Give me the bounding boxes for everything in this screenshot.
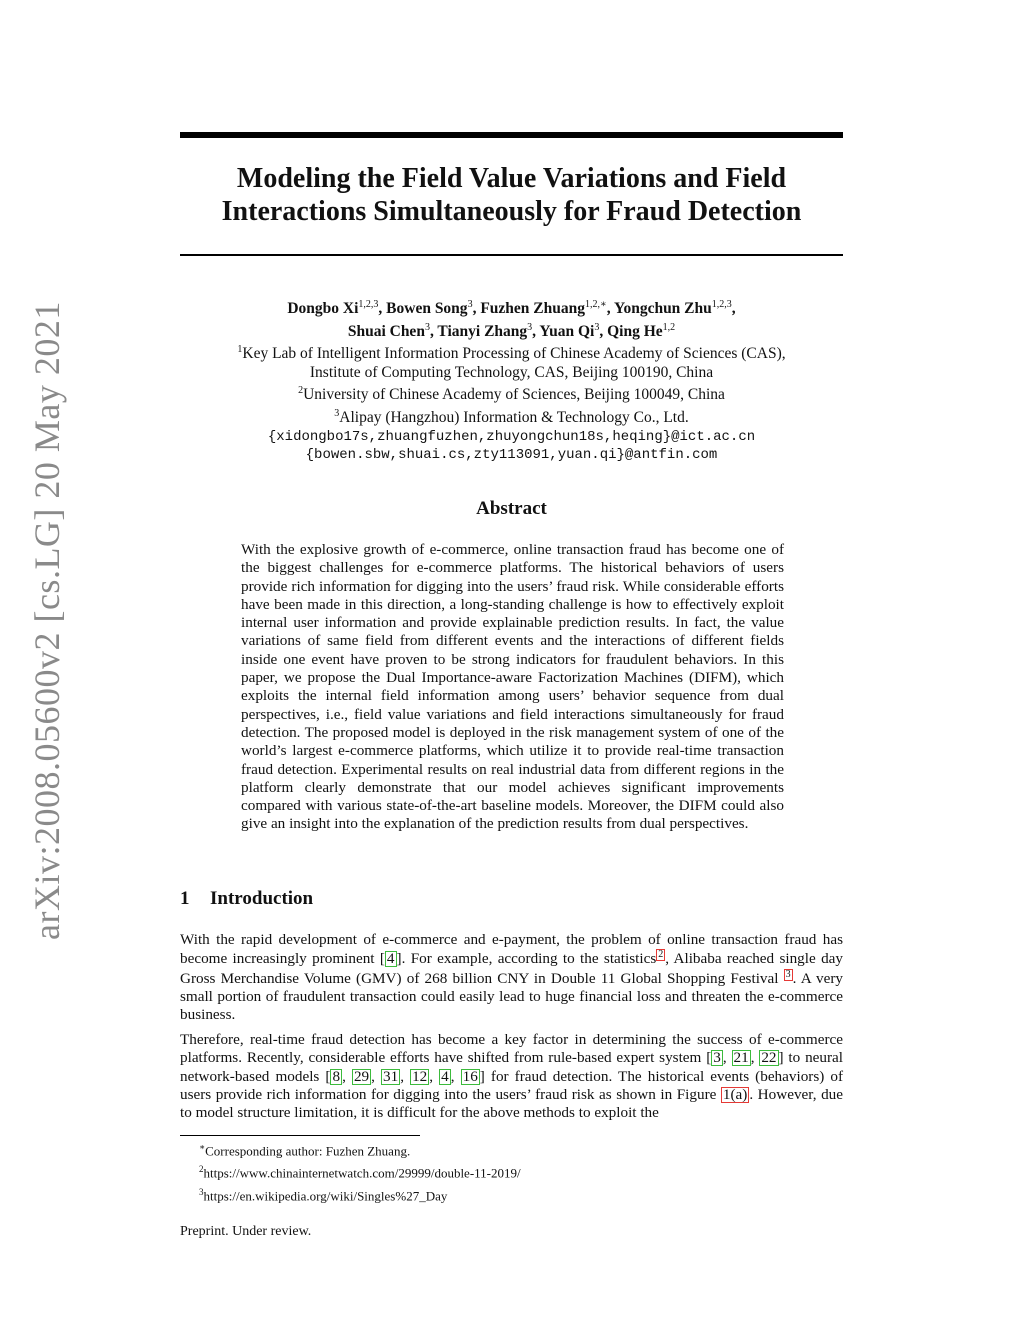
author-name: Tianyi Zhang bbox=[437, 322, 528, 340]
author-block bbox=[180, 296, 843, 465]
citation-link[interactable]: 22 bbox=[761, 1049, 777, 1067]
author-affiliation-mark: 1,2 bbox=[662, 321, 676, 333]
citation-link[interactable]: 29 bbox=[353, 1067, 370, 1085]
author-line-1: Dongbo Xi$^{1,2,3}$, Bowen Song$^3$, Fuzhen Zhuang$^{1,2,∗}$, Yongchun Zhu$^{1,2,3}$, bbox=[287, 299, 736, 318]
footnote-divider bbox=[180, 1135, 420, 1136]
footnote-corresponding-author: ∗Corresponding author: Fuzhen Zhuang. bbox=[199, 1142, 411, 1159]
email-line-1[interactable]: {xidongbo17s,zhuangfuzhen,zhuyongchun18s,heqing}@ict.ac.cn bbox=[267, 428, 756, 445]
citation-link[interactable]: 12 bbox=[412, 1067, 428, 1085]
author-name: Shuai Chen bbox=[347, 322, 425, 340]
author-name: Bowen Song bbox=[386, 300, 468, 318]
author-affiliation-mark: 1,2,∗ bbox=[584, 299, 607, 310]
figure-link[interactable]: 1(a) bbox=[722, 1085, 748, 1103]
author-name: Dongbo Xi bbox=[287, 300, 359, 318]
citation-link[interactable]: 4 bbox=[441, 1067, 449, 1085]
title-top-rule bbox=[180, 132, 843, 138]
author-affiliation-mark: 3 bbox=[594, 321, 600, 333]
affiliation-3: $^3$Alipay (Hangzhou) Information & Technology Co., Ltd. bbox=[334, 408, 689, 427]
citation-link[interactable]: 8 bbox=[332, 1067, 341, 1085]
affiliation-2: $^2$University of Chinese Academy of Sciences, Beijing 100049, China bbox=[298, 385, 725, 404]
author-affiliation-mark: 1,2,3 bbox=[711, 299, 732, 310]
affiliation-1-continued: Institute of Computing Technology, CAS, Beijing 100190, China bbox=[309, 363, 714, 381]
intro-paragraph-1: With the rapid development of e-commerce and e-payment, the problem of online transaction fraud has become increasingly prominent [ 4 ]. For example, according to the statistics 2 , Alibaba reached single day Gross Merchandise Volume (GMV) of 268 billion CNY in Double 11 Global Shopping Festival 3 . A very small portion of fraudulent transaction could easily lead to huge financial loss and threaten the e-commerce business. bbox=[180, 931, 843, 1024]
author-affiliation-mark: 1,2,3 bbox=[358, 299, 379, 310]
citation-link[interactable]: 21 bbox=[733, 1049, 749, 1067]
title-bottom-rule bbox=[180, 254, 843, 256]
footnote-url-3[interactable]: $^3$https://en.wikipedia.org/wiki/Singles%27_Day bbox=[199, 1186, 448, 1203]
section-title: Introduction bbox=[210, 888, 314, 909]
section-number: 1 bbox=[180, 888, 190, 909]
author-name: Yongchun Zhu bbox=[613, 300, 712, 318]
author-affiliation-mark: 3 bbox=[467, 299, 473, 310]
citation-link[interactable]: 3 bbox=[713, 1049, 721, 1067]
footnotes bbox=[180, 1138, 843, 1205]
author-name: Qing He bbox=[607, 322, 663, 340]
footnote-link[interactable]: 3 bbox=[785, 968, 791, 980]
citation-link[interactable]: 31 bbox=[383, 1067, 399, 1085]
email-line-2[interactable]: {bowen.sbw,shuai.cs,zty113091,yuan.qi}@antfin.com bbox=[305, 447, 718, 464]
author-affiliation-mark: 3 bbox=[424, 321, 430, 333]
title-line-1: Modeling the Field Value Variations and Field bbox=[236, 163, 787, 194]
author-affiliation-mark: 3 bbox=[527, 321, 533, 333]
intro-paragraph-2: Therefore, real-time fraud detection has become a key factor in determining the success of e-commerce platforms. Recently, considerable efforts have shifted from rule-based expert system [ 3 , 21 , 22 ] to neural network-based models [ 8 , 29 , 31 , 12 , 4 , 16 ] for fraud detection. The historical events (behaviors) of users provide rich information for digging into the users’ fraud risk as shown in Figure 1(a) . However, due to model structure limitation, it is difficult for the above methods to exploit the bbox=[180, 1031, 844, 1122]
citation-link[interactable]: 4 bbox=[386, 950, 395, 968]
footnote-url-2[interactable]: $^2$https://www.chinainternetwatch.com/29999/double-11-2019/ bbox=[199, 1164, 521, 1181]
paper-title bbox=[180, 162, 843, 228]
footnote-link[interactable]: 2 bbox=[658, 949, 664, 961]
preprint-notice: Preprint. Under review. bbox=[180, 1224, 312, 1239]
citation-link[interactable]: 16 bbox=[462, 1067, 478, 1085]
author-name: Yuan Qi bbox=[539, 322, 595, 340]
abstract-text: With the explosive growth of e-commerce, online transaction fraud has become one of the biggest challenges for e-commerce platforms. The historical behaviors of users provide rich information for digging into the users’ fraud risk. While considerable efforts have been made in this direction, a long-standing challenge is how to effectively exploit internal user information and provide explainable prediction results. In fact, the value variations of same field from different events and the interactions of different fields inside one event have proven to be strong indicators for fraudulent behaviors. In this paper, we propose the Dual Importance-aware Factorization Machines (DIFM), which exploits the internal field information among users’ behavior sequence from dual perspectives, i.e., field value variations and field interactions simultaneously for fraud detection. The proposed model is deployed in the risk management system of one of the world’s largest e-commerce platforms, which utilize it to provide real-time transaction fraud detection. Experimental results on real industrial data from different regions in the platform clearly demonstrate that our model achieves significant improvements compared with various state-of-the-art baseline models. Moreover, the DIFM could also give an insight into the explanation of the prediction results from dual perspectives. bbox=[241, 541, 784, 833]
section-heading-introduction bbox=[180, 888, 313, 910]
title-line-2: Interactions Simultaneously for Fraud Detection bbox=[221, 196, 802, 227]
author-line-2: Shuai Chen$^3$, Tianyi Zhang$^3$, Yuan Qi$^3$, Qing He$^{1,2}$ bbox=[347, 321, 676, 340]
abstract-heading: Abstract bbox=[476, 498, 547, 519]
author-name: Fuzhen Zhuang bbox=[480, 300, 585, 318]
affiliation-1: $^1$Key Lab of Intelligent Information Processing of Chinese Academy of Sciences (CAS), bbox=[237, 344, 786, 363]
arxiv-identifier-stamp[interactable]: arXiv:2008.05600v2 [cs.LG] 20 May 2021 bbox=[27, 301, 67, 940]
